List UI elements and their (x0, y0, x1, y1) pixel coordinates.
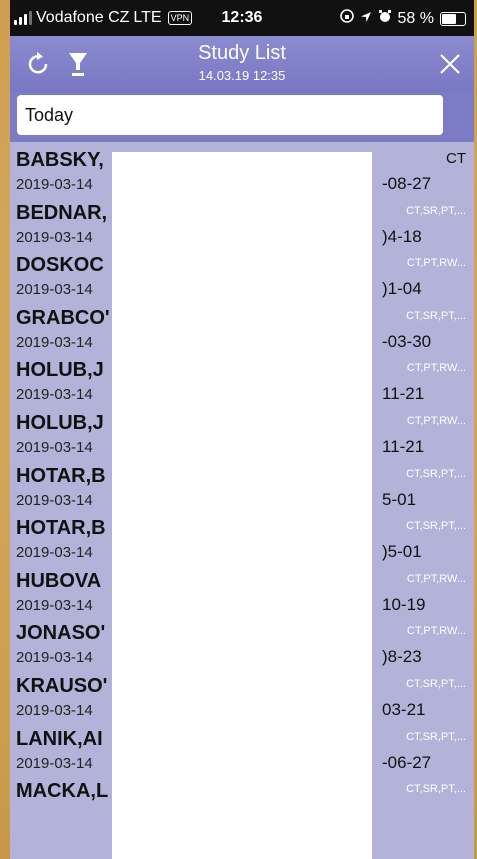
screen-lock-icon (340, 9, 354, 28)
birth-date: -03-30 (382, 331, 432, 351)
study-date: 2019-03-14 (16, 333, 93, 351)
alarm-icon (378, 9, 392, 28)
battery-icon (440, 12, 466, 26)
modality-label: CT,PT,RW... (406, 362, 466, 375)
modality-label: CT,PT,RW... (406, 572, 466, 585)
birth-date: -06-27 (382, 752, 432, 772)
patient-name: GRABCO' (16, 306, 110, 329)
navigation-bar (10, 36, 474, 92)
study-date: 2019-03-14 (16, 754, 93, 772)
birth-date: )8-23 (382, 647, 422, 667)
modality-label: CT,SR,PT,... (406, 309, 466, 322)
modality-label: CT,SR,PT,... (406, 467, 466, 480)
study-date: 2019-03-14 (16, 281, 93, 299)
patient-name: LANIK,AI (16, 727, 103, 750)
study-date: 2019-03-14 (16, 176, 93, 193)
patient-name: HOLUB,J (16, 411, 104, 434)
patient-name: HUBOVA (16, 569, 102, 592)
birth-date: 11-21 (382, 436, 425, 456)
birth-date: 11-21 (382, 384, 425, 404)
birth-date: -08-27 (382, 174, 432, 193)
location-icon (360, 10, 372, 28)
network-label: LTE (133, 9, 162, 26)
vpn-badge: VPN (168, 11, 193, 25)
birth-date: )5-01 (382, 542, 422, 562)
status-right (340, 9, 466, 28)
close-icon[interactable] (432, 46, 468, 82)
carrier-label: Vodafone CZ (36, 9, 130, 26)
study-date: 2019-03-14 (16, 649, 93, 667)
modality-label: CT,PT,RW... (406, 257, 466, 270)
modality-label: CT,PT,RW... (406, 414, 466, 427)
patient-name: MACKA,L (16, 780, 109, 803)
patient-name: HOTAR,B (16, 464, 106, 487)
page-subtitle: 14.03.19 12:35 (198, 68, 286, 83)
patient-name: BABSKY, (16, 149, 104, 171)
page-title: Study List (198, 42, 286, 64)
modality-label: CT,SR,PT,... (406, 520, 466, 533)
birth-date: )4-18 (382, 226, 422, 246)
study-date: 2019-03-14 (16, 596, 93, 614)
birth-date: )1-04 (382, 279, 422, 299)
status-bar (10, 0, 474, 36)
study-date: 2019-03-14 (16, 544, 93, 562)
modality-label: CT,SR,PT,... (406, 783, 466, 796)
modality-label: CT,SR,PT,... (406, 204, 466, 217)
patient-name: BEDNAR, (16, 201, 108, 224)
patient-name: HOTAR,B (16, 517, 106, 540)
modality-label: CT,SR,PT,... (406, 677, 466, 690)
modality-label: CT (446, 150, 466, 167)
search-input[interactable] (17, 95, 443, 135)
modality-label: CT,SR,PT,... (406, 730, 466, 743)
study-date: 2019-03-14 (16, 491, 93, 509)
redaction-overlay (112, 152, 372, 859)
study-date: 2019-03-14 (16, 386, 93, 404)
battery-percent: 58 % (397, 9, 434, 27)
patient-name: JONASO' (16, 622, 106, 645)
patient-name: HOLUB,J (16, 359, 104, 382)
birth-date: 5-01 (382, 489, 417, 509)
status-time: 12:36 (221, 9, 263, 26)
modality-label: CT,PT,RW... (406, 625, 466, 638)
study-date: 2019-03-14 (16, 228, 93, 246)
birth-date: 03-21 (382, 699, 426, 719)
study-date: 2019-03-14 (16, 438, 93, 456)
patient-name: KRAUSO' (16, 674, 108, 697)
patient-name: DOSKOC (16, 254, 104, 277)
birth-date: 10-19 (382, 594, 426, 614)
study-date: 2019-03-14 (16, 701, 93, 719)
